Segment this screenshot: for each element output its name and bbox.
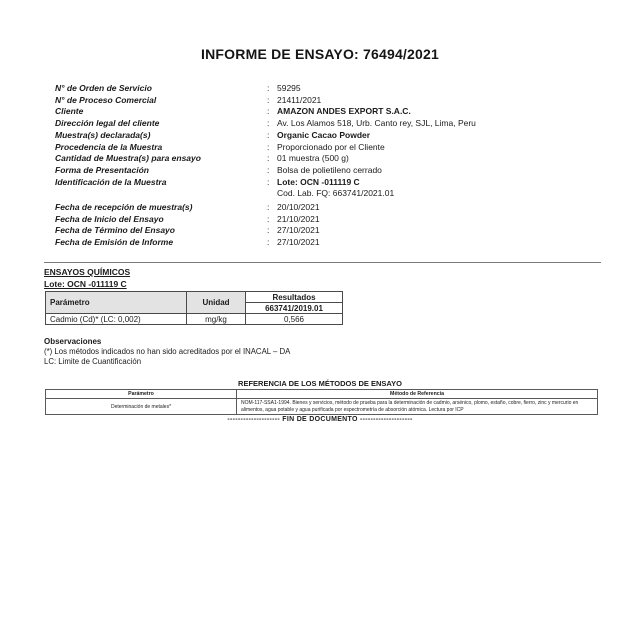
- info-row-cod-lab: [55, 188, 595, 200]
- info-value: 27/10/2021: [277, 225, 320, 236]
- result-code-cell: 663741/2019.01: [246, 303, 343, 314]
- info-label: Muestra(s) declarada(s): [55, 129, 151, 140]
- table-header-row: [46, 292, 343, 303]
- info-value: Lote: OCN -011119 C: [277, 176, 360, 187]
- info-label: Identificación de la Muestra: [55, 176, 167, 187]
- info-row-fecha-recepcion: [55, 202, 595, 214]
- col-header-parametro: Parámetro: [46, 390, 237, 399]
- cell-parametro: Cadmio (Cd)* (LC: 0,002): [46, 314, 187, 325]
- info-label: Dirección legal del cliente: [55, 118, 160, 129]
- info-row-cantidad: [55, 153, 595, 165]
- info-label: Forma de Presentación: [55, 164, 150, 175]
- info-row-procedencia: [55, 142, 595, 154]
- table-row: [46, 399, 598, 415]
- colon-separator: :: [267, 202, 270, 213]
- colon-separator: :: [267, 176, 270, 187]
- info-label: Fecha de recepción de muestra(s): [55, 202, 193, 213]
- info-label: Fecha de Inicio del Ensayo: [55, 213, 164, 224]
- colon-separator: :: [267, 141, 270, 152]
- col-header-resultados: Resultados: [246, 292, 343, 303]
- colon-separator: :: [267, 164, 270, 175]
- info-row-fecha-inicio: [55, 214, 595, 226]
- chemical-tests-heading: ENSAYOS QUÍMICOS: [44, 267, 131, 277]
- info-label: Fecha de Término del Ensayo: [55, 225, 175, 236]
- info-value: Bolsa de polietileno cerrado: [277, 164, 382, 175]
- info-value: 20/10/2021: [277, 202, 320, 213]
- colon-separator: :: [267, 153, 270, 164]
- info-value: Proporcionado por el Cliente: [277, 141, 385, 152]
- observation-line: (*) Los métodos indicados no han sido acreditados por el INACAL – DA: [44, 347, 291, 356]
- cell-unidad: mg/kg: [187, 314, 246, 325]
- info-row-fecha-emision: [55, 237, 595, 249]
- reference-methods-table: [45, 389, 598, 415]
- info-row-cliente: [55, 106, 595, 118]
- info-value: Organic Cacao Powder: [277, 129, 371, 140]
- info-row-muestra-declarada: [55, 130, 595, 142]
- cell-resultado: 0,566: [246, 314, 343, 325]
- info-row-direccion: [55, 118, 595, 130]
- observations-block: [44, 337, 290, 367]
- info-label: Fecha de Emisión de Informe: [55, 237, 174, 248]
- info-row-proceso-comercial: [55, 95, 595, 107]
- cell-metodo: NOM-117-SSA1-1994. Bienes y servicios, método de prueba para la determinación de cadmio, arsénico, plomo, estaño, cobre, fierro, zinc y mercurio en alimentos, agua potable y agua purificada por espectrometría de absorción atómica. Lectura por ICP: [237, 399, 598, 415]
- table-row: [46, 314, 343, 325]
- info-value: Cod. Lab. FQ: 663741/2021.01: [277, 188, 395, 199]
- observation-line: LC: Limite de Cuantificación: [44, 357, 142, 366]
- col-header-metodo: Método de Referencia: [237, 390, 598, 399]
- info-label: Cantidad de Muestra(s) para ensayo: [55, 153, 201, 164]
- col-header-unidad: Unidad: [187, 292, 246, 314]
- info-label: Procedencia de la Muestra: [55, 141, 163, 152]
- colon-separator: :: [267, 213, 270, 224]
- observations-title: Observaciones: [44, 337, 102, 346]
- info-value: 21411/2021: [277, 94, 322, 105]
- colon-separator: :: [267, 83, 270, 93]
- colon-separator: :: [267, 129, 270, 140]
- end-of-document-marker: -------------------- FIN DE DOCUMENTO --------------------: [227, 416, 413, 423]
- colon-separator: :: [267, 225, 270, 236]
- info-row-forma-presentacion: [55, 165, 595, 177]
- reference-methods-heading: REFERENCIA DE LOS MÉTODOS DE ENSAYO: [238, 379, 402, 388]
- info-value: AMAZON ANDES EXPORT S.A.C.: [277, 106, 411, 117]
- info-row-identificacion: [55, 177, 595, 189]
- info-row-orden-servicio: [55, 83, 595, 95]
- report-title: INFORME DE ENSAYO: 76494/2021: [201, 46, 439, 62]
- info-label: N° de Orden de Servicio: [55, 83, 152, 93]
- info-label: Cliente: [55, 106, 84, 117]
- info-value: 01 muestra (500 g): [277, 153, 349, 164]
- section-divider: [44, 262, 601, 263]
- info-row-fecha-termino: [55, 225, 595, 237]
- info-value: 27/10/2021: [277, 237, 320, 248]
- report-info-list: [55, 83, 595, 249]
- colon-separator: :: [267, 94, 270, 105]
- info-label: N° de Proceso Comercial: [55, 94, 157, 105]
- table-header-row: [46, 390, 598, 399]
- info-value: Av. Los Alamos 518, Urb. Canto rey, SJL, Lima, Peru: [277, 118, 476, 129]
- chemical-tests-lot: Lote: OCN -011119 C: [44, 279, 127, 289]
- chemical-results-table: [45, 291, 343, 325]
- col-header-parametro: Parámetro: [46, 292, 187, 314]
- info-value: 21/10/2021: [277, 213, 320, 224]
- colon-separator: :: [267, 118, 270, 129]
- colon-separator: :: [267, 106, 270, 117]
- info-value: 59295: [277, 83, 301, 93]
- cell-parametro: Determinación de metales*: [46, 399, 237, 415]
- colon-separator: :: [267, 237, 270, 248]
